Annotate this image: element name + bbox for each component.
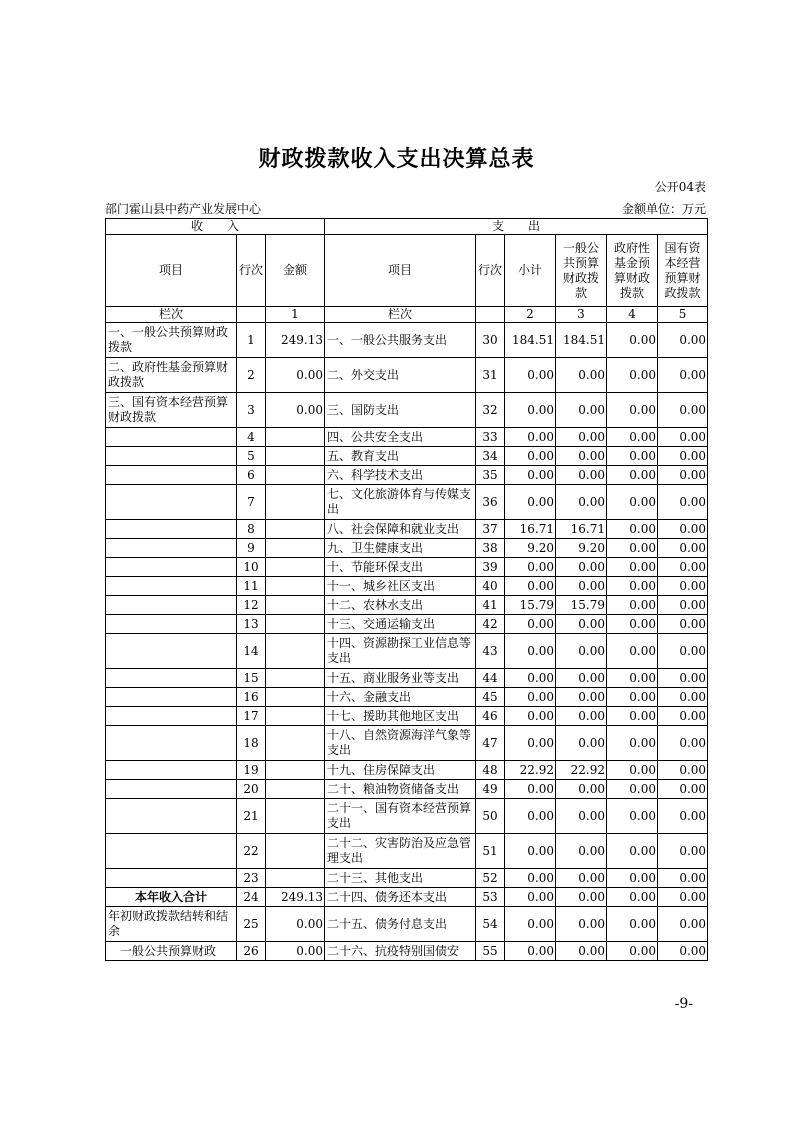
expense-line-cell: 44 — [476, 669, 505, 688]
income-line-cell: 25 — [237, 907, 266, 942]
income-amount-cell — [266, 834, 325, 869]
state-capital-cell: 0.00 — [658, 888, 708, 907]
expense-line-cell: 52 — [476, 869, 505, 888]
general-budget-cell: 0.00 — [556, 634, 607, 669]
fund-budget-header: 政府性基金预算财政拨款 — [607, 235, 658, 307]
fund-budget-cell: 0.00 — [607, 726, 658, 761]
subtotal-cell: 0.00 — [505, 669, 556, 688]
expense-line-cell: 33 — [476, 428, 505, 447]
expense-item-cell: 二十三、其他支出 — [325, 869, 476, 888]
income-item-cell — [106, 707, 237, 726]
col-3: 3 — [556, 307, 607, 323]
table-row — [106, 942, 708, 961]
income-line-cell: 8 — [237, 520, 266, 539]
expense-line-cell: 31 — [476, 358, 505, 393]
fund-budget-cell: 0.00 — [607, 323, 658, 358]
general-budget-cell: 0.00 — [556, 466, 607, 485]
expense-line-cell: 42 — [476, 615, 505, 634]
income-item-cell: 年初财政拨款结转和结余 — [106, 907, 237, 942]
subtotal-cell: 0.00 — [505, 907, 556, 942]
subtotal-cell: 0.00 — [505, 358, 556, 393]
income-line-cell: 24 — [237, 888, 266, 907]
fund-budget-cell: 0.00 — [607, 466, 658, 485]
income-item-cell: 二、政府性基金预算财政拨款 — [106, 358, 237, 393]
state-capital-cell: 0.00 — [658, 615, 708, 634]
income-item-cell: 三、国有资本经营预算财政拨款 — [106, 393, 237, 428]
col-4: 4 — [607, 307, 658, 323]
fund-budget-cell: 0.00 — [607, 669, 658, 688]
income-amount-cell — [266, 707, 325, 726]
subtotal-cell: 0.00 — [505, 707, 556, 726]
income-line-cell: 6 — [237, 466, 266, 485]
income-line-cell: 3 — [237, 393, 266, 428]
income-amount-cell: 249.13 — [266, 323, 325, 358]
subtotal-cell: 0.00 — [505, 466, 556, 485]
fund-budget-cell: 0.00 — [607, 907, 658, 942]
state-capital-cell: 0.00 — [658, 558, 708, 577]
income-item-cell — [106, 428, 237, 447]
income-line-cell: 13 — [237, 615, 266, 634]
state-capital-cell: 0.00 — [658, 428, 708, 447]
general-budget-cell: 0.00 — [556, 447, 607, 466]
department-name: 部门霍山县中药产业发展中心 — [105, 202, 262, 216]
general-budget-cell: 22.92 — [556, 761, 607, 780]
general-budget-cell: 0.00 — [556, 799, 607, 834]
col-2: 2 — [505, 307, 556, 323]
table-row — [106, 428, 708, 447]
income-line-cell: 23 — [237, 869, 266, 888]
state-capital-cell: 0.00 — [658, 799, 708, 834]
expense-item-cell: 二十、粮油物资储备支出 — [325, 780, 476, 799]
fund-budget-cell: 0.00 — [607, 799, 658, 834]
fund-budget-cell: 0.00 — [607, 393, 658, 428]
expense-item-cell: 十四、资源勘探工业信息等支出 — [325, 634, 476, 669]
expense-item-cell: 二、外交支出 — [325, 358, 476, 393]
table-row — [106, 558, 708, 577]
income-item-cell — [106, 558, 237, 577]
general-budget-cell: 0.00 — [556, 669, 607, 688]
subtotal-cell: 0.00 — [505, 869, 556, 888]
table-row — [106, 799, 708, 834]
general-budget-cell: 0.00 — [556, 393, 607, 428]
income-item-cell — [106, 869, 237, 888]
page-number: -9- — [674, 996, 693, 1012]
general-budget-cell: 0.00 — [556, 428, 607, 447]
subtotal-cell: 15.79 — [505, 596, 556, 615]
table-code: 公开04表 — [654, 180, 706, 194]
table-row — [106, 358, 708, 393]
expense-item-cell: 十八、自然资源海洋气象等支出 — [325, 726, 476, 761]
expense-line-cell: 46 — [476, 707, 505, 726]
subtotal-cell: 0.00 — [505, 799, 556, 834]
fund-budget-cell: 0.00 — [607, 539, 658, 558]
state-capital-cell: 0.00 — [658, 447, 708, 466]
table-row — [106, 393, 708, 428]
income-item-cell — [106, 577, 237, 596]
income-item-cell — [106, 688, 237, 707]
subtotal-cell: 0.00 — [505, 428, 556, 447]
general-budget-cell: 0.00 — [556, 726, 607, 761]
state-capital-cell: 0.00 — [658, 688, 708, 707]
table-row — [106, 869, 708, 888]
table-row — [106, 577, 708, 596]
expense-item-cell: 十七、援助其他地区支出 — [325, 707, 476, 726]
state-capital-cell: 0.00 — [658, 780, 708, 799]
income-item-cell — [106, 634, 237, 669]
subtotal-cell: 0.00 — [505, 688, 556, 707]
expense-item-header: 项目 — [325, 235, 476, 307]
table-row — [106, 615, 708, 634]
general-budget-cell: 0.00 — [556, 780, 607, 799]
income-item-cell — [106, 834, 237, 869]
fund-budget-cell: 0.00 — [607, 447, 658, 466]
fund-budget-cell: 0.00 — [607, 707, 658, 726]
fund-budget-cell: 0.00 — [607, 485, 658, 520]
income-line-cell: 1 — [237, 323, 266, 358]
expense-header: 支 出 — [325, 219, 708, 235]
header-row-columns — [106, 235, 708, 307]
expense-item-cell: 十一、城乡社区支出 — [325, 577, 476, 596]
expense-line-cell: 49 — [476, 780, 505, 799]
expense-line-cell: 36 — [476, 485, 505, 520]
income-item-cell — [106, 447, 237, 466]
income-line-cell: 15 — [237, 669, 266, 688]
table-row — [106, 485, 708, 520]
income-amount-cell — [266, 466, 325, 485]
income-item-cell: 一、一般公共预算财政拨款 — [106, 323, 237, 358]
expense-line-cell: 38 — [476, 539, 505, 558]
income-line-cell: 20 — [237, 780, 266, 799]
table-row — [106, 707, 708, 726]
subtotal-cell: 9.20 — [505, 539, 556, 558]
col-1: 1 — [266, 307, 325, 323]
col-label: 栏次 — [106, 307, 237, 323]
income-amount-cell — [266, 780, 325, 799]
subtotal-cell: 0.00 — [505, 834, 556, 869]
expense-line-cell: 34 — [476, 447, 505, 466]
income-amount-cell — [266, 520, 325, 539]
income-amount-cell — [266, 761, 325, 780]
fund-budget-cell: 0.00 — [607, 761, 658, 780]
general-budget-cell: 0.00 — [556, 834, 607, 869]
state-capital-cell: 0.00 — [658, 466, 708, 485]
state-capital-cell: 0.00 — [658, 634, 708, 669]
general-budget-cell: 0.00 — [556, 942, 607, 961]
income-amount-cell — [266, 577, 325, 596]
subtotal-cell: 0.00 — [505, 558, 556, 577]
subtotal-cell: 0.00 — [505, 888, 556, 907]
table-row — [106, 466, 708, 485]
col-5: 5 — [658, 307, 708, 323]
general-budget-cell: 16.71 — [556, 520, 607, 539]
income-line-cell: 9 — [237, 539, 266, 558]
state-capital-cell: 0.00 — [658, 596, 708, 615]
expense-item-cell: 二十四、债务还本支出 — [325, 888, 476, 907]
expense-line-cell: 47 — [476, 726, 505, 761]
expense-item-cell: 十二、农林水支出 — [325, 596, 476, 615]
state-capital-cell: 0.00 — [658, 539, 708, 558]
income-item-cell: 一般公共预算财政 — [106, 942, 237, 961]
expense-item-cell: 十九、住房保障支出 — [325, 761, 476, 780]
expense-line-cell: 55 — [476, 942, 505, 961]
expense-line-cell: 30 — [476, 323, 505, 358]
income-line-cell: 11 — [237, 577, 266, 596]
expense-item-cell: 六、科学技术支出 — [325, 466, 476, 485]
income-item-header: 项目 — [106, 235, 237, 307]
expense-line-cell: 35 — [476, 466, 505, 485]
income-amount-cell — [266, 869, 325, 888]
fund-budget-cell: 0.00 — [607, 428, 658, 447]
general-budget-cell: 9.20 — [556, 539, 607, 558]
expense-item-cell: 十六、金融支出 — [325, 688, 476, 707]
income-amount-cell — [266, 485, 325, 520]
income-amount-cell: 249.13 — [266, 888, 325, 907]
expense-line-header: 行次 — [476, 235, 505, 307]
expense-item-cell: 十五、商业服务业等支出 — [325, 669, 476, 688]
general-budget-cell: 0.00 — [556, 888, 607, 907]
expense-item-cell: 三、国防支出 — [325, 393, 476, 428]
expense-line-cell: 43 — [476, 634, 505, 669]
state-capital-cell: 0.00 — [658, 869, 708, 888]
subtotal-cell: 0.00 — [505, 577, 556, 596]
income-line-header: 行次 — [237, 235, 266, 307]
expense-item-cell: 一、一般公共服务支出 — [325, 323, 476, 358]
fund-budget-cell: 0.00 — [607, 615, 658, 634]
fund-budget-cell: 0.00 — [607, 780, 658, 799]
table-row — [106, 780, 708, 799]
income-amount-cell — [266, 558, 325, 577]
income-line-cell: 22 — [237, 834, 266, 869]
state-capital-cell: 0.00 — [658, 942, 708, 961]
general-budget-cell: 0.00 — [556, 558, 607, 577]
income-amount-cell — [266, 596, 325, 615]
fund-budget-cell: 0.00 — [607, 634, 658, 669]
income-item-cell — [106, 520, 237, 539]
income-item-cell — [106, 466, 237, 485]
expense-item-cell: 七、文化旅游体育与传媒支出 — [325, 485, 476, 520]
table-row — [106, 888, 708, 907]
general-budget-cell: 0.00 — [556, 707, 607, 726]
table-row — [106, 761, 708, 780]
fund-budget-cell: 0.00 — [607, 520, 658, 539]
expense-item-cell: 四、公共安全支出 — [325, 428, 476, 447]
income-amount-header: 金额 — [266, 235, 325, 307]
fund-budget-cell: 0.00 — [607, 869, 658, 888]
fund-budget-cell: 0.00 — [607, 577, 658, 596]
fund-budget-cell: 0.00 — [607, 688, 658, 707]
state-capital-cell: 0.00 — [658, 577, 708, 596]
col-empty — [237, 307, 266, 323]
income-line-cell: 7 — [237, 485, 266, 520]
fund-budget-cell: 0.00 — [607, 942, 658, 961]
expense-line-cell: 53 — [476, 888, 505, 907]
income-item-cell — [106, 799, 237, 834]
income-line-cell: 10 — [237, 558, 266, 577]
income-amount-cell — [266, 539, 325, 558]
income-line-cell: 26 — [237, 942, 266, 961]
expense-line-cell: 50 — [476, 799, 505, 834]
table-row — [106, 669, 708, 688]
table-row — [106, 688, 708, 707]
expense-item-cell: 八、社会保障和就业支出 — [325, 520, 476, 539]
income-item-cell — [106, 539, 237, 558]
state-capital-cell: 0.00 — [658, 323, 708, 358]
income-line-cell: 5 — [237, 447, 266, 466]
income-item-cell — [106, 615, 237, 634]
expense-line-cell: 51 — [476, 834, 505, 869]
expense-line-cell: 41 — [476, 596, 505, 615]
expense-item-cell: 二十一、国有资本经营预算支出 — [325, 799, 476, 834]
col-label-2: 栏次 — [325, 307, 476, 323]
appropriation-table — [105, 218, 708, 961]
state-capital-cell: 0.00 — [658, 834, 708, 869]
income-line-cell: 21 — [237, 799, 266, 834]
subtotal-cell: 0.00 — [505, 485, 556, 520]
table-row — [106, 323, 708, 358]
page-title: 财政拨款收入支出决算总表 — [258, 147, 535, 172]
expense-line-cell: 40 — [476, 577, 505, 596]
general-budget-cell: 0.00 — [556, 869, 607, 888]
expense-line-cell: 54 — [476, 907, 505, 942]
expense-item-cell: 十、节能环保支出 — [325, 558, 476, 577]
income-item-cell: 本年收入合计 — [106, 888, 237, 907]
general-budget-cell: 0.00 — [556, 688, 607, 707]
subtotal-header: 小计 — [505, 235, 556, 307]
expense-line-cell: 48 — [476, 761, 505, 780]
expense-item-cell: 五、教育支出 — [325, 447, 476, 466]
state-capital-header: 国有资本经营预算财政拨款 — [658, 235, 708, 307]
income-item-cell — [106, 761, 237, 780]
subtotal-cell: 0.00 — [505, 780, 556, 799]
income-line-cell: 2 — [237, 358, 266, 393]
table-row — [106, 447, 708, 466]
expense-item-cell: 十三、交通运输支出 — [325, 615, 476, 634]
income-item-cell — [106, 726, 237, 761]
income-line-cell: 17 — [237, 707, 266, 726]
subtotal-cell: 184.51 — [505, 323, 556, 358]
subtotal-cell: 16.71 — [505, 520, 556, 539]
column-index-row — [106, 307, 708, 323]
income-item-cell — [106, 780, 237, 799]
fund-budget-cell: 0.00 — [607, 558, 658, 577]
income-item-cell — [106, 485, 237, 520]
income-item-cell — [106, 596, 237, 615]
subtotal-cell: 22.92 — [505, 761, 556, 780]
state-capital-cell: 0.00 — [658, 358, 708, 393]
general-budget-cell: 15.79 — [556, 596, 607, 615]
table-row — [106, 726, 708, 761]
expense-item-cell: 九、卫生健康支出 — [325, 539, 476, 558]
general-budget-cell: 0.00 — [556, 907, 607, 942]
state-capital-cell: 0.00 — [658, 907, 708, 942]
fund-budget-cell: 0.00 — [607, 888, 658, 907]
income-amount-cell — [266, 726, 325, 761]
state-capital-cell: 0.00 — [658, 485, 708, 520]
fund-budget-cell: 0.00 — [607, 358, 658, 393]
general-budget-cell: 0.00 — [556, 485, 607, 520]
income-amount-cell — [266, 634, 325, 669]
general-budget-header: 一般公共预算财政拨款 — [556, 235, 607, 307]
income-line-cell: 4 — [237, 428, 266, 447]
subtotal-cell: 0.00 — [505, 393, 556, 428]
expense-item-cell: 二十五、债务付息支出 — [325, 907, 476, 942]
general-budget-cell: 0.00 — [556, 577, 607, 596]
general-budget-cell: 184.51 — [556, 323, 607, 358]
income-amount-cell: 0.00 — [266, 393, 325, 428]
income-amount-cell — [266, 688, 325, 707]
income-amount-cell: 0.00 — [266, 358, 325, 393]
expense-item-cell: 二十六、抗疫特别国债安 — [325, 942, 476, 961]
subtotal-cell: 0.00 — [505, 615, 556, 634]
expense-line-cell: 45 — [476, 688, 505, 707]
expense-line-cell: 39 — [476, 558, 505, 577]
fund-budget-cell: 0.00 — [607, 834, 658, 869]
header-row-group — [106, 219, 708, 235]
income-amount-cell — [266, 447, 325, 466]
expense-line-cell: 32 — [476, 393, 505, 428]
income-line-cell: 12 — [237, 596, 266, 615]
subtotal-cell: 0.00 — [505, 726, 556, 761]
income-line-cell: 18 — [237, 726, 266, 761]
income-amount-cell — [266, 428, 325, 447]
table-row — [106, 596, 708, 615]
income-amount-cell — [266, 799, 325, 834]
expense-item-cell: 二十二、灾害防治及应急管理支出 — [325, 834, 476, 869]
state-capital-cell: 0.00 — [658, 669, 708, 688]
subtotal-cell: 0.00 — [505, 942, 556, 961]
state-capital-cell: 0.00 — [658, 520, 708, 539]
general-budget-cell: 0.00 — [556, 615, 607, 634]
income-line-cell: 19 — [237, 761, 266, 780]
subtotal-cell: 0.00 — [505, 634, 556, 669]
income-amount-cell: 0.00 — [266, 942, 325, 961]
table-row — [106, 634, 708, 669]
table-row — [106, 834, 708, 869]
income-amount-cell: 0.00 — [266, 907, 325, 942]
income-line-cell: 16 — [237, 688, 266, 707]
table-row — [106, 907, 708, 942]
amount-unit: 金额单位：万元 — [621, 202, 706, 216]
general-budget-cell: 0.00 — [556, 358, 607, 393]
state-capital-cell: 0.00 — [658, 707, 708, 726]
subtotal-cell: 0.00 — [505, 447, 556, 466]
col-empty-2 — [476, 307, 505, 323]
income-item-cell — [106, 669, 237, 688]
table-row — [106, 539, 708, 558]
state-capital-cell: 0.00 — [658, 761, 708, 780]
state-capital-cell: 0.00 — [658, 393, 708, 428]
income-header: 收 入 — [106, 219, 325, 235]
income-amount-cell — [266, 615, 325, 634]
table-row — [106, 520, 708, 539]
income-amount-cell — [266, 669, 325, 688]
income-line-cell: 14 — [237, 634, 266, 669]
state-capital-cell: 0.00 — [658, 726, 708, 761]
expense-line-cell: 37 — [476, 520, 505, 539]
fund-budget-cell: 0.00 — [607, 596, 658, 615]
